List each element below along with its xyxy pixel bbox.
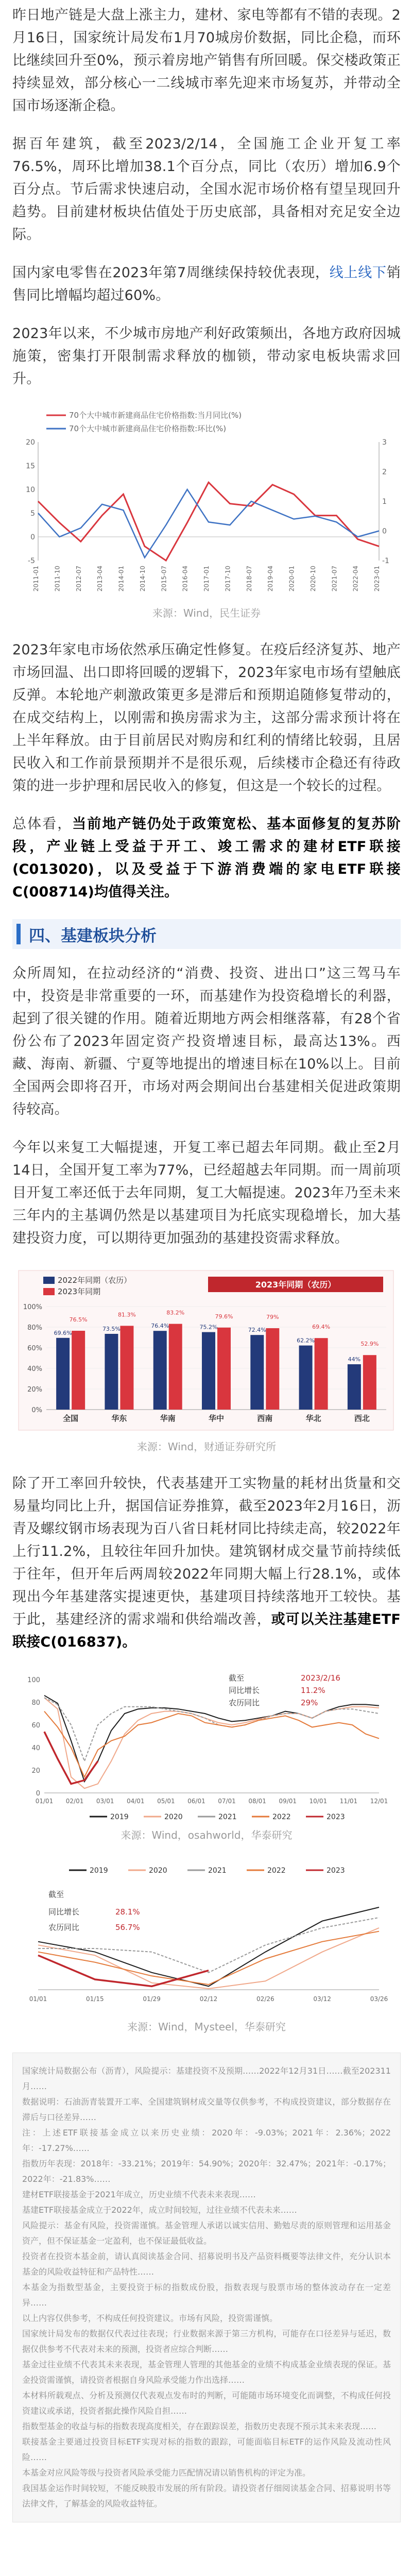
legend-label: 2023: [327, 1867, 345, 1875]
legend-label: 2022: [272, 1813, 291, 1821]
chart4-svg: [12, 1861, 400, 2015]
legend-label: 2020: [164, 1813, 183, 1821]
x-tick-label: 2019-04: [267, 566, 274, 592]
y-left-tick-label: -5: [28, 557, 35, 565]
chart4-caption: 来源：Wind，Mysteel，华泰研究: [127, 2021, 286, 2033]
chart-asphalt-utilization: [12, 1669, 400, 1826]
y-left-tick-label: 15: [26, 462, 35, 470]
series-line-2021: [44, 1698, 379, 1761]
intro-paragraph-4: 2023年以来，不少城市房地产利好政策频出，各地方政府因城施策，密集打开限制需求释放的枷锁，带动家电板块需求回升。: [12, 326, 401, 387]
x-tick-label: 2017-01: [203, 566, 210, 592]
series-line-2019: [44, 1696, 379, 1782]
y-right-tick-label: 1: [382, 498, 387, 506]
x-tick-label: 01/29: [143, 1995, 161, 2003]
disclaimer-line: 注：上述ETF联接基金成立以来历史业绩：2020年：-9.03%；2021年：2.36%；2022年：-17.27%……: [22, 2128, 391, 2153]
section-heading-text: 四、基建板块分析: [29, 926, 157, 945]
category-label: 华南: [160, 1414, 176, 1423]
intro-paragraph-2: 据百年建筑，截至2023/2/14，全国施工企业开复工率76.5%，周环比增加38.1个百分点，同比（农历）增加6.9个百分点。节后需求快速启动，全国水泥市场价格有望呈现回升趋势。目前建材板块估值处于历史底部，具备相对充足安全边际。: [12, 136, 401, 243]
x-tick-label: 2022-04: [352, 566, 359, 592]
x-tick-label: 2013-04: [96, 566, 104, 592]
chart-reopening-rate: [12, 1265, 400, 1437]
legend-label-yoy: 70个大中城市新建商品住宅价格指数:当月同比(%): [69, 411, 242, 420]
x-tick-label: 2015-07: [160, 566, 168, 592]
infra-paragraph-2: 今年以来复工大幅提速，开复工率已超去年同期。截止至2月14日，全国开复工率为77%，已经超越去年同期。而一周前项目开复工率还低于去年同期，复工大幅提速。2023年乃至未来三年内的主基调仍然是以基建项目为托底实现稳增长，加大基建投资力度，可以期待更加强劲的基建投资需求释放。: [12, 1140, 401, 1246]
chart4-annot-label-a: 截至: [48, 1890, 64, 1899]
series-mom-line: [38, 489, 379, 557]
x-tick-label: 10/01: [309, 1798, 328, 1805]
x-tick-label: 2020-10: [309, 566, 317, 592]
x-tick-label: 08/01: [248, 1798, 266, 1805]
bar-curr: [315, 1338, 328, 1410]
bar-value-label: 79%: [266, 1314, 279, 1320]
chart3-caption: 来源：Wind，osahworld，华泰研究: [121, 1829, 293, 1841]
series-line-2020: [38, 1928, 379, 1989]
bar-value-label: 73.5%: [102, 1326, 121, 1332]
infra-paragraph-1: 众所周知，在拉动经济的“消费、投资、进出口”这三驾马车中，投资是非常重要的一环，而基建作为投资稳增长的利器，起到了很关键的作用。随着近期地方两会相继落幕，有28个省份公布了2023年固定资产投资增速目标，最高达13%。西藏、海南、新疆、宁夏等地提出的增速目标在10%以上。目前全国两会即将召开，市场对两会期间出台基建相关促进政策期待较高。: [12, 965, 401, 1117]
x-tick-label: 2011-10: [54, 566, 61, 592]
disclaimer-line: 基金过往业绩不代表其未来表现，基金管理人管理的其他基金的业绩不构成基金业绩表现的保证。基金投资需谨慎，请投资者根据自身风险承受能力作出选择……: [22, 2360, 391, 2385]
x-tick-label: 03/01: [96, 1798, 114, 1805]
disclaimer-line: 我国基金运作时间较短，不能反映股市发展的所有阶段。请投资者仔细阅读基金合同、招募说明书等法律文件，了解基金的风险收益特征。: [22, 2483, 391, 2509]
legend-swatch-prev: [43, 1277, 55, 1284]
chart3-annot-val-b: 11.2%: [301, 1686, 325, 1695]
bar-prev: [299, 1346, 313, 1410]
category-label: 西北: [354, 1414, 370, 1423]
y-tick-label: 40: [31, 1744, 40, 1752]
bar-curr: [120, 1326, 133, 1410]
x-tick-label: 03/12: [313, 1995, 331, 2003]
y-tick-label: 60: [31, 1722, 40, 1730]
chart2-caption: 来源：Wind，财通证券研究所: [136, 1440, 277, 1453]
bar-prev: [250, 1335, 264, 1410]
bar-value-label: 81.3%: [117, 1311, 136, 1318]
y-left-tick-label: 5: [30, 510, 35, 518]
series-line-2023: [38, 1955, 209, 1986]
x-tick-label: 01/01: [35, 1798, 54, 1805]
y-right-tick-label: 2: [382, 468, 387, 477]
x-tick-label: 2016-04: [181, 566, 189, 592]
category-label: 华中: [208, 1414, 225, 1423]
category-label: 西南: [257, 1414, 273, 1423]
chart4-annot-label-b: 同比增长: [48, 1907, 80, 1917]
y-tick-label: 80%: [27, 1324, 42, 1332]
disclaimer-line: 本材料所载观点、分析及预测仅代表观点发布时的判断，可能随市场环境变化而调整，不构成任何投资建议或承诺，投资者据此操作风险自担……: [22, 2391, 391, 2416]
chart3-annot-date: 2023/2/16: [301, 1673, 340, 1683]
section-accent-bar: [16, 924, 21, 944]
x-tick-label: 02/26: [256, 1995, 274, 2003]
x-tick-label: 05/01: [157, 1798, 175, 1805]
disclaimer-line: 投资者在投资本基金前，请认真阅读基金合同、招募说明书及产品资料概要等法律文件，充分认识本基金的风险收益特征和产品特性……: [22, 2251, 391, 2277]
chart3-annot-val-c: 29%: [301, 1698, 318, 1707]
intro-3-text-b: 销售同比增幅均超过60%。: [12, 265, 401, 303]
x-tick-label: 09/01: [279, 1798, 297, 1805]
bar-value-label: 72.4%: [248, 1327, 266, 1334]
disclaimer-line: 风险提示：基金有风险，投资需谨慎。基金管理人承诺以诚实信用、勤勉尽责的原则管理和运用基金资产，但不保证基金一定盈利，也不保证最低收益。: [22, 2221, 391, 2246]
disclaimer-box: [12, 2053, 401, 2522]
x-tick-label: 2020-01: [288, 566, 296, 592]
chart3-annot-label-a: 截至: [229, 1673, 245, 1683]
category-label: 华东: [111, 1414, 127, 1423]
online-offline-link[interactable]: 线上线下: [329, 265, 387, 281]
bar-curr: [169, 1324, 182, 1410]
y-tick-label: 20: [31, 1767, 40, 1775]
chart3-annot-label-b: 同比增长: [229, 1686, 260, 1695]
y-tick-label: 20%: [27, 1386, 42, 1394]
infra-3-text-b: 基于此，基建经济的需求端和供给端改善，: [12, 1589, 401, 1628]
bar-curr: [72, 1331, 85, 1410]
x-tick-label: 2018-07: [245, 566, 253, 592]
x-tick-label: 2012-07: [75, 566, 82, 592]
y-tick-label: 40%: [27, 1365, 42, 1373]
bar-prev: [202, 1332, 215, 1410]
legend-label: 2023: [327, 1813, 345, 1821]
x-tick-label: 2017-10: [224, 566, 232, 592]
x-tick-label: 2014-01: [117, 566, 125, 592]
intro-paragraph-1: 昨日地产链是大盘上涨主力，建材、家电等都有不错的表现。2月16日，国家统计局发布1月70城房价数据，同比企稳，而环比继续回升至0%，预示着房地产销售有所回暖。保交楼政策正持续显效，部分核心一二线城市率先迎来市场复苏，并带动全国市场逐渐企稳。: [12, 7, 401, 114]
y-tick-label: 60%: [27, 1345, 42, 1352]
x-tick-label: 2011-01: [32, 566, 40, 592]
bar-value-label: 52.9%: [360, 1341, 379, 1348]
intro-paragraph-3: [12, 262, 401, 307]
x-tick-label: 11/01: [339, 1798, 358, 1805]
disclaimer-line: 国家统计局发布的数据仅代表过往表现；行业数据来源于第三方机构，可能存在口径差异与延迟，数据仅供参考不代表对未来的预测，投资者应综合判断……: [22, 2329, 391, 2354]
x-tick-label: 2014-10: [139, 566, 146, 592]
disclaimer-list: [22, 2063, 391, 2512]
category-label: 华北: [305, 1414, 321, 1423]
x-tick-label: 02/01: [65, 1798, 84, 1805]
chart-housing-price-index: [12, 406, 400, 604]
legend-right-label: 2023年同期（农历）: [255, 1280, 336, 1290]
y-right-tick-label: 3: [382, 438, 387, 447]
legend-label: 2020: [149, 1867, 167, 1875]
bar-curr: [363, 1355, 376, 1410]
chart4-annotation: [48, 1890, 140, 1932]
y-left-tick-label: 10: [26, 486, 35, 494]
bar-value-label: 62.2%: [297, 1337, 315, 1344]
infra-paragraph-3: [12, 1472, 401, 1654]
chart3-annot-label-c: 农历同比: [229, 1698, 260, 1707]
bar-prev: [348, 1364, 361, 1410]
disclaimer-line: 基建ETF联接基金成立于2022年，成立时间较短，过往业绩不代表未来……: [22, 2205, 297, 2215]
series-line-2019: [38, 1907, 379, 1986]
disclaimer-line: 联接基金主要通过投资目标ETF实现对标的指数的跟踪，可能面临目标ETF的运作风险及流动性风险……: [22, 2437, 391, 2462]
chart4-annot-val-c: 56.7%: [115, 1923, 140, 1932]
x-tick-label: 03/26: [370, 1995, 388, 2003]
summary-lead: 总体看，: [12, 816, 73, 832]
bar-value-label: 69.4%: [312, 1324, 331, 1331]
section-heading-infrastructure: [12, 919, 401, 949]
chart4-annot-val-b: 28.1%: [115, 1907, 140, 1917]
x-tick-label: 01/15: [86, 1995, 104, 2003]
category-label: 全国: [63, 1414, 79, 1423]
bar-value-label: 44%: [348, 1356, 361, 1363]
summary-highlight: 当前地产链仍处于政策宽松、基本面修复的复苏阶段，产业链上受益于开工、竣工需求的建材ETF联接(C013020)，以及受益于下游消费端的家电ETF联接C(008714)均值得关注。: [12, 816, 401, 900]
disclaimer-line: 指数历年表现：2018年：-33.21%；2019年：54.90%；2020年：32.47%；2021年：-0.17%；2022年：-21.83%……: [22, 2159, 391, 2184]
x-tick-label: 2023-01: [373, 566, 381, 592]
bar-value-label: 76.4%: [151, 1323, 169, 1330]
chart3-annotation: [229, 1673, 340, 1707]
infra-etf-highlight: 或可以关注基建ETF联接C(016837)。: [12, 1612, 401, 1650]
legend-label: 2019: [90, 1867, 108, 1875]
y-tick-label: 100: [27, 1676, 40, 1684]
disclaimer-line: 本基金对应风险等级与投资者风险承受能力匹配情况请以销售机构的评定为准。: [22, 2468, 311, 2478]
legend-label: 2019: [110, 1813, 129, 1821]
chart1-caption: 来源：Wind，民生证券: [152, 607, 261, 619]
summary-paragraph: [12, 813, 401, 904]
y-tick-label: 0%: [31, 1406, 42, 1414]
chart2-svg: [12, 1265, 400, 1435]
legend-label: 2021: [208, 1867, 227, 1875]
x-tick-label: 04/01: [126, 1798, 145, 1805]
bar-value-label: 83.2%: [166, 1309, 185, 1316]
bar-curr: [217, 1328, 231, 1410]
infra-3-text: 除了开工率回升较快，代表基建开工实物量的耗材出货量和交易量均同比上升，据国信证券推算，截至2023年2月16日，沥青及螺纹钢市场表现为百八省日耗材同比持续走高，较2022年上行11.2%，且较往年回升加快。建筑钢材成交量节前持续低于往年，但开年后两周较2022年同期大幅上行28.1%，或体现出今年基建落实提速更快，基建项目持续落地开工较快。: [12, 1476, 401, 1605]
bar-prev: [153, 1331, 167, 1410]
y-right-tick-label: 0: [382, 527, 387, 536]
disclaimer-line: 本基金为指数型基金，主要投资于标的指数成份股，指数表现与股票市场的整体波动存在一定差异……: [22, 2282, 391, 2308]
legend-label-curr: 2023年同期: [58, 1287, 101, 1296]
bar-curr: [266, 1328, 279, 1410]
chart-steel-volume: [12, 1861, 400, 2018]
chart1-svg: [12, 406, 400, 602]
disclaimer-line: 以上内容仅供参考，不构成任何投资建议。市场有风险，投资需谨慎。: [22, 2313, 278, 2323]
disclaimer-line: 指数型基金的收益与标的指数表现高度相关，存在跟踪误差，指数历史表现不预示其未来表现……: [22, 2421, 377, 2431]
legend-label-prev: 2022年同期（农历）: [58, 1276, 132, 1285]
chart4-annot-label-c: 农历同比: [48, 1923, 80, 1932]
bar-prev: [56, 1338, 70, 1410]
bar-value-label: 69.6%: [54, 1329, 72, 1336]
disclaimer-line: 数据说明：石油沥青装置开工率、全国建筑钢材成交量等仅供参考，不构成投资建议，部分数据存在滞后与口径差异……: [22, 2097, 391, 2122]
disclaimer-line: 国家统计局数据公布（沥青），风险提示：基建投资不及预期……2022年12月31日……截至202311月……: [22, 2066, 391, 2091]
legend-label: 2021: [218, 1813, 237, 1821]
series-line-2021: [38, 1918, 379, 1973]
bar-value-label: 75.2%: [199, 1324, 218, 1331]
x-tick-label: 2021-07: [331, 566, 338, 592]
y-right-tick-label: -1: [382, 557, 389, 565]
x-tick-label: 12/01: [370, 1798, 388, 1805]
x-tick-label: 02/12: [199, 1995, 218, 2003]
legend-label: 2022: [267, 1867, 286, 1875]
y-tick-label: 100%: [23, 1303, 42, 1311]
disclaimer-line: 建材ETF联接基金于2021年成立，历史业绩不代表未来表现……: [22, 2190, 256, 2199]
y-tick-label: 0: [36, 1790, 40, 1798]
legend-label-mom: 70个大中城市新建商品住宅价格指数:环比(%): [69, 424, 227, 433]
y-left-tick-label: 0: [30, 533, 35, 541]
x-tick-label: 07/01: [218, 1798, 236, 1805]
legend-swatch-curr: [43, 1288, 55, 1295]
y-tick-label: 80: [31, 1699, 40, 1707]
chart3-svg: [12, 1669, 400, 1824]
bar-value-label: 79.6%: [215, 1313, 233, 1320]
market-paragraph: 2023年家电市场依然承压确定性修复。在疫后经济复苏、地产市场回温、出口即将回暖的逻辑下，2023年家电市场有望触底反弹。本轮地产刺激政策更多是滞后和预期追随修复带动的，在成交结构上，以刚需和换房需求为主，这部分需求预计将在上半年释放。由于目前居民对购房和红利的情绪比较弱，且居民收入和工作前景预期并不是很乐观，后续楼市企稳还有待政策的进一步护理和居民收入的修复，但这是一个较长的过程。: [12, 642, 401, 794]
y-left-tick-label: 20: [26, 438, 35, 447]
bar-prev: [105, 1334, 118, 1410]
bar-value-label: 76.5%: [69, 1316, 88, 1323]
intro-3-text-a: 国内家电零售在2023年第7周继续保持较优表现，: [12, 265, 330, 281]
x-tick-label: 01/01: [29, 1995, 47, 2003]
series-line-2020: [44, 1698, 379, 1788]
x-tick-label: 06/01: [187, 1798, 205, 1805]
